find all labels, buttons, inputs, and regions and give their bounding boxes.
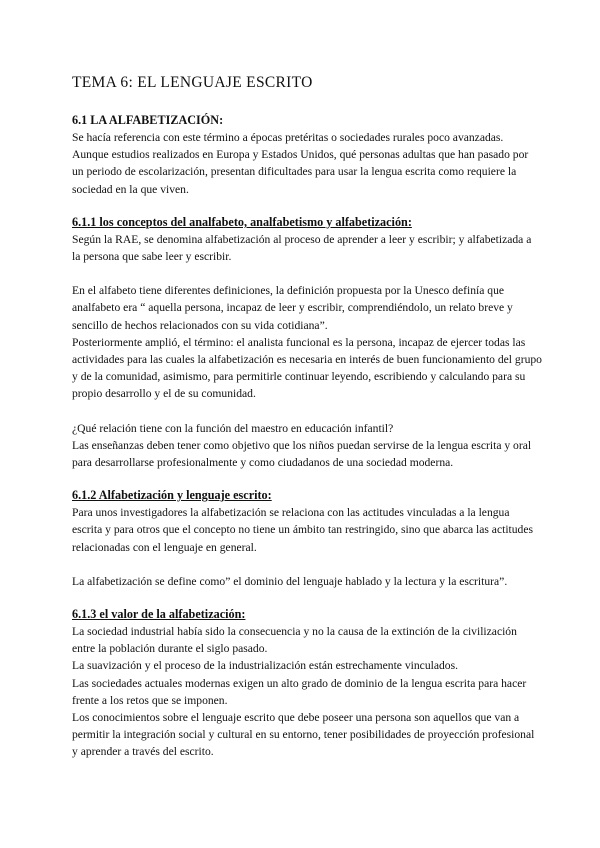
paragraph: Según la RAE, se denomina alfabetización al proceso de aprender a leer y escribir; y alfabetizada a la persona que sabe leer y escribir. bbox=[72, 232, 532, 264]
paragraph: La suavización y el proceso de la industrialización están estrechamente vinculados. bbox=[72, 659, 458, 673]
spacer bbox=[72, 590, 542, 606]
section-heading: 6.1 LA ALFABETIZACIÓN: bbox=[72, 113, 224, 127]
section-heading: 6.1.2 Alfabetización y lenguaje escrito: bbox=[72, 488, 272, 503]
document-page bbox=[72, 74, 542, 761]
paragraph: La sociedad industrial había sido la consecuencia y no la causa de la extinción de la civilización entre la población durante el siglo pasado. bbox=[72, 625, 517, 656]
paragraph: En el alfabeto tiene diferentes definiciones, la definición propuesta por la Unesco definía que analfabeto era “ aquella persona, incapaz de leer y escribir, comprendiéndolo, un relato breve y sencillo de hechos relacionados con su vida cotidiana”. bbox=[72, 284, 513, 332]
section-conceptos bbox=[72, 214, 542, 471]
section-alfabetizacion bbox=[72, 112, 542, 198]
paragraph: Se hacía referencia con este término a épocas pretéritas o sociedades rurales poco avanzadas. Aunque estudios realizados en Europa y Estados Unidos, qué personas adultas que han pasado por un periodo de escolarización, presentan dificultades para usar la lengua escrita como requiere la sociedad en la que viven. bbox=[72, 131, 529, 196]
paragraph: Para unos investigadores la alfabetización se relaciona con las actitudes vinculadas a la lengua escrita y para otros que el concepto no tiene un ámbito tan restringido, sino que abarca las actitudes relacionadas con el lenguaje en general. bbox=[72, 506, 534, 554]
section-valor bbox=[72, 606, 542, 761]
paragraph: Las enseñanzas deben tener como objetivo que los niños puedan servirse de la lengua escrita y oral para desarrollarse profesionalmente y como ciudadanos de una sociedad moderna. bbox=[72, 438, 532, 470]
paragraph: Posteriormente amplió, el término: el analista funcional es la persona, incapaz de ejercer todas las actividades para las cuales la alfabetización es necesaria en interés de buen funcionamiento del grupo y de la comunidad, asimismo, para permitirle continuar leyendo, escribiendo y calculando para su propio desarrollo y el de su comunidad. bbox=[72, 335, 542, 401]
section-heading: 6.1.3 el valor de la alfabetización: bbox=[72, 607, 246, 622]
paragraph: Las sociedades actuales modernas exigen un alto grado de dominio de la lengua escrita para hacer frente a los retos que se imponen. bbox=[72, 676, 527, 707]
section-heading: 6.1.1 los conceptos del analfabeto, analfabetismo y alfabetización: bbox=[72, 214, 412, 229]
spacer bbox=[72, 265, 542, 282]
spacer bbox=[72, 198, 542, 214]
paragraph: ¿Qué relación tiene con la función del maestro en educación infantil? bbox=[72, 421, 394, 435]
spacer bbox=[72, 556, 542, 573]
spacer bbox=[72, 471, 542, 487]
document-title: TEMA 6: EL LENGUAJE ESCRITO bbox=[72, 74, 313, 91]
spacer bbox=[72, 403, 542, 420]
paragraph: La alfabetización se define como” el dominio del lenguaje hablado y la lectura y la escritura”. bbox=[72, 574, 508, 588]
section-alfabetizacion-lenguaje bbox=[72, 487, 542, 590]
paragraph: Los conocimientos sobre el lenguaje escrito que debe poseer una persona son aquellos que van a permitir la integración social y cultural en su entorno, tener posibilidades de proyección profesional y aprender a través del escrito. bbox=[72, 711, 535, 759]
